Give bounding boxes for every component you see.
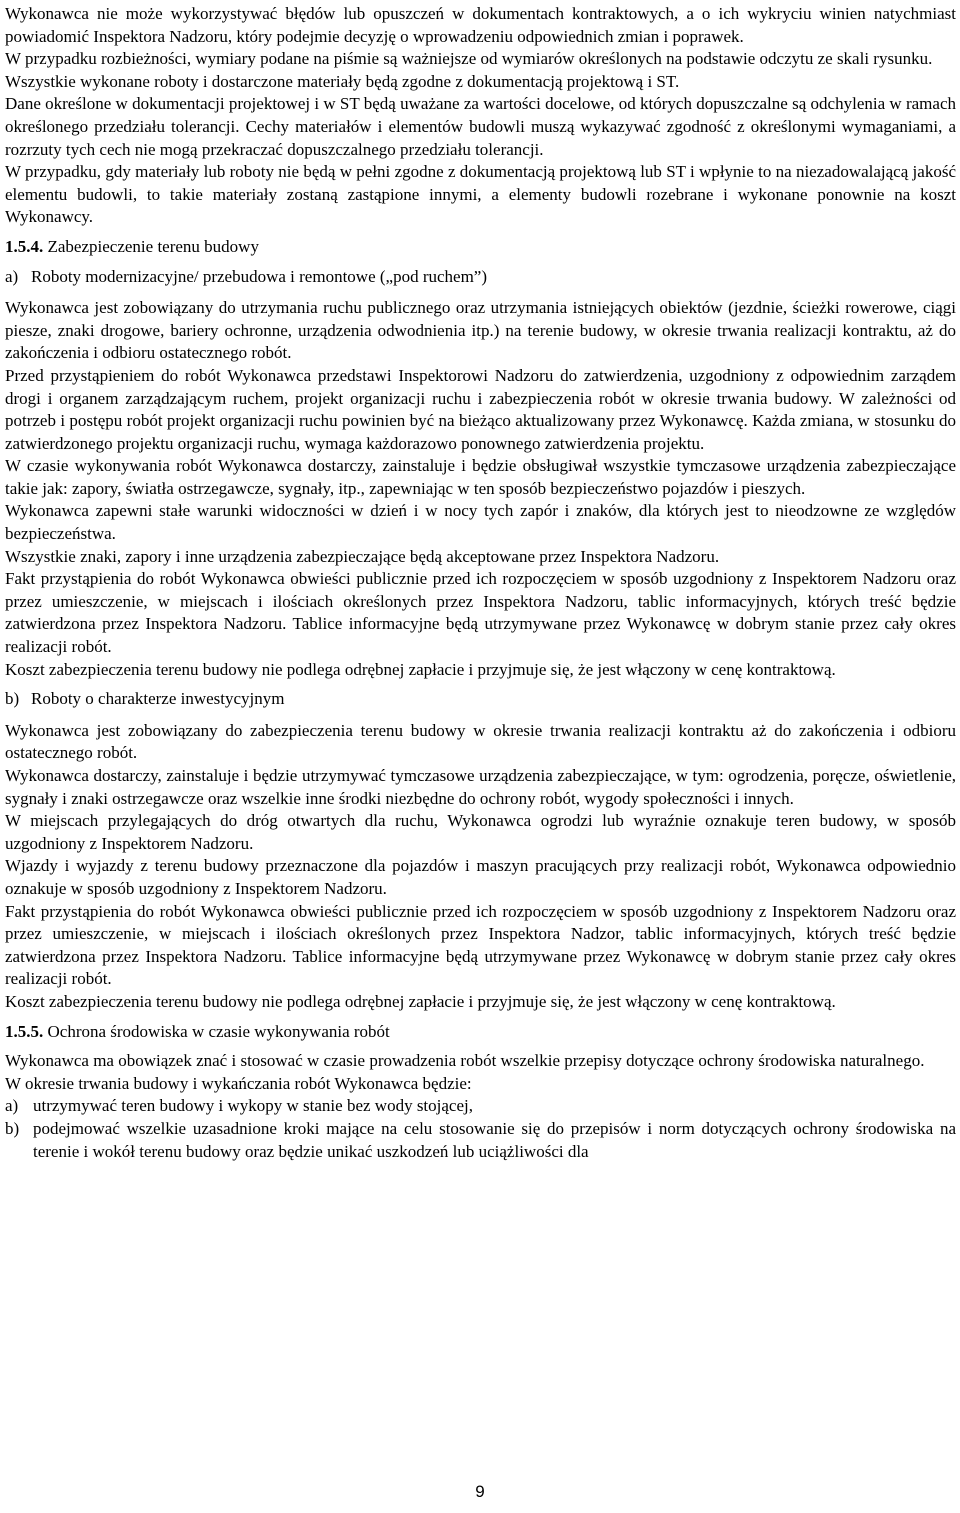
subsection-marker: a) bbox=[5, 266, 19, 286]
paragraph: Dane określone w dokumentacji projektowej i w ST będą uważane za wartości docelowe, od których dopuszczalne są odchylenia w ramach określonego przedziału tolerancji. Cechy materiałów i elementów budowli muszą wykazywać zgodność z określonymi wymaganiami, a rozrzuty tych cech nie mogą przekraczać dopuszczalnego przedziału tolerancji. bbox=[5, 94, 956, 159]
paragraph: W przypadku, gdy materiały lub roboty nie będą w pełni zgodne z dokumentacją projektową lub ST i wpłynie to na niezadowalającą jakość elementu budowli, to takie materiały zostaną zastąpione innymi, a elementy budowli rozebrane i wykonane ponownie na koszt Wykonawcy. bbox=[5, 162, 956, 227]
subsection-heading-a bbox=[5, 266, 956, 289]
paragraph: Przed przystąpieniem do robót Wykonawca przedstawi Inspektorowi Nadzoru do zatwierdzenia, uzgodniony z odpowiednim zarządem drogi i organem zarządzającym ruchem, projekt organizacji ruchu i zabezpieczenia robót w okresie trwania budowy. W zależności od potrzeb i postępu robót projekt organizacji ruchu powinien być na bieżąco aktualizowany przez Wykonawcę. Każda zmiana, w stosunku do zatwierdzonego projektu organizacji ruchu, wymaga każdorazowo ponownego zatwierdzenia projektu. bbox=[5, 365, 956, 453]
paragraph: W czasie wykonywania robót Wykonawca dostarczy, zainstaluje i będzie obsługiwał wszystkie tymczasowe urządzenia zabezpieczające takie jak: zapory, światła ostrzegawcze, sygnały, itp., zapewniając w ten sposób bezpieczeństwo pojazdów i pieszych. bbox=[5, 456, 956, 498]
section-heading-1-5-5 bbox=[5, 1021, 956, 1044]
list-marker: a) bbox=[5, 1096, 19, 1116]
section-title: Ochrona środowiska w czasie wykonywania robót bbox=[43, 1021, 390, 1041]
page-number: 9 bbox=[475, 1482, 485, 1501]
section-heading-1-5-4 bbox=[5, 236, 956, 259]
paragraph: W miejscach przylegających do dróg otwartych dla ruchu, Wykonawca ogrodzi lub wyraźnie oznakuje teren budowy, w sposób uzgodniony z Inspektorem Nadzoru. bbox=[5, 811, 956, 853]
paragraph: W przypadku rozbieżności, wymiary podane na piśmie są ważniejsze od wymiarów określonych na podstawie odczytu ze skali rysunku. bbox=[5, 49, 933, 69]
list-item-text: podejmować wszelkie uzasadnione kroki mające na celu stosowanie się do przepisów i norm dotyczących ochrony środowiska na terenie i wokół terenu budowy oraz będzie unikać uszkodzeń lub uciążliwości dla bbox=[33, 1118, 956, 1161]
paragraph: Fakt przystąpienia do robót Wykonawca obwieści publicznie przed ich rozpoczęciem w sposób uzgodniony z Inspektorem Nadzoru oraz przez umieszczenie, w miejscach i ilościach określonych przez Inspektora Nadzor, tablic informacyjnych, których treść będzie zatwierdzona przez Inspektora Nadzoru. Tablice informacyjne będą utrzymywane przez Wykonawcę w dobrym stanie przez cały okres realizacji robót. bbox=[5, 901, 956, 989]
paragraph: Wykonawca ma obowiązek znać i stosować w czasie prowadzenia robót wszelkie przepisy dotyczące ochrony środowiska naturalnego. bbox=[5, 1051, 925, 1071]
paragraph: Wykonawca nie może wykorzystywać błędów lub opuszczeń w dokumentach kontraktowych, a o ich wykryciu winien natychmiast powiadomić Inspektora Nadzoru, który podejmie decyzję o wprowadzeniu odpowiednich zmian i poprawek. bbox=[5, 4, 956, 46]
paragraph: Fakt przystąpienia do robót Wykonawca obwieści publicznie przed ich rozpoczęciem w sposób uzgodniony z Inspektorem Nadzoru oraz przez umieszczenie, w miejscach i ilościach określonych przez Inspektora Nadzoru, tablic informacyjnych, których treść będzie zatwierdzona przez Inspektora Nadzoru. Tablice informacyjne będą utrzymywane przez Wykonawcę w dobrym stanie przez cały okres realizacji robót. bbox=[5, 569, 956, 657]
section-title: Zabezpieczenie terenu budowy bbox=[43, 236, 259, 256]
paragraph: Koszt zabezpieczenia terenu budowy nie podlega odrębnej zapłacie i przyjmuje się, że jest włączony w cenę kontraktową. bbox=[5, 659, 836, 679]
list-item bbox=[5, 1118, 956, 1163]
paragraph: Wykonawca dostarczy, zainstaluje i będzie utrzymywać tymczasowe urządzenia zabezpieczające, w tym: ogrodzenia, poręcze, oświetlenie, sygnały i znaki ostrzegawcze oraz wszelkie inne środki niezbędne do ochrony robót, wygody społeczności i innych. bbox=[5, 766, 956, 808]
list-marker: b) bbox=[5, 1118, 20, 1138]
paragraph: Wykonawca jest zobowiązany do zabezpieczenia terenu budowy w okresie trwania realizacji kontraktu aż do zakończenia i odbioru ostatecznego robót. bbox=[5, 720, 956, 763]
section-number: 1.5.4. bbox=[5, 236, 44, 256]
list-item-text: utrzymywać teren budowy i wykopy w stanie bez wody stojącej, bbox=[33, 1096, 473, 1116]
section-number: 1.5.5. bbox=[5, 1021, 44, 1041]
subsection-title: Roboty modernizacyjne/ przebudowa i remontowe („pod ruchem”) bbox=[31, 266, 488, 286]
document-page bbox=[5, 3, 956, 1163]
paragraph: Koszt zabezpieczenia terenu budowy nie podlega odrębnej zapłacie i przyjmuje się, że jest włączony w cenę kontraktową. bbox=[5, 991, 836, 1011]
paragraph: W okresie trwania budowy i wykańczania robót Wykonawca będzie: bbox=[5, 1073, 472, 1093]
subsection-heading-b bbox=[5, 688, 956, 711]
paragraph: Wjazdy i wyjazdy z terenu budowy przeznaczone dla pojazdów i maszyn pracujących przy realizacji robót, Wykonawca odpowiednio oznakuje w sposób uzgodniony z Inspektorem Nadzoru. bbox=[5, 856, 956, 898]
list-item bbox=[5, 1095, 956, 1118]
paragraph: Wykonawca zapewni stałe warunki widoczności w dzień i w nocy tych zapór i znaków, dla których jest to nieodzowne ze względów bezpieczeństwa. bbox=[5, 501, 956, 544]
paragraph: Wszystkie wykonane roboty i dostarczone materiały będą zgodne z dokumentacją projektową i ST. bbox=[5, 71, 680, 91]
paragraph: Wszystkie znaki, zapory i inne urządzenia zabezpieczające będą akceptowane przez Inspektora Nadzoru. bbox=[5, 546, 720, 566]
subsection-marker: b) bbox=[5, 689, 20, 709]
subsection-title: Roboty o charakterze inwestycyjnym bbox=[31, 689, 285, 709]
paragraph: Wykonawca jest zobowiązany do utrzymania ruchu publicznego oraz utrzymania istniejących obiektów (jezdnie, ścieżki rowerowe, ciągi piesze, znaki drogowe, bariery ochronne, urządzenia odwodnienia itp.) na terenie budowy, w okresie trwania realizacji kontraktu, aż do zakończenia i odbioru ostatecznego robót. bbox=[5, 298, 956, 363]
